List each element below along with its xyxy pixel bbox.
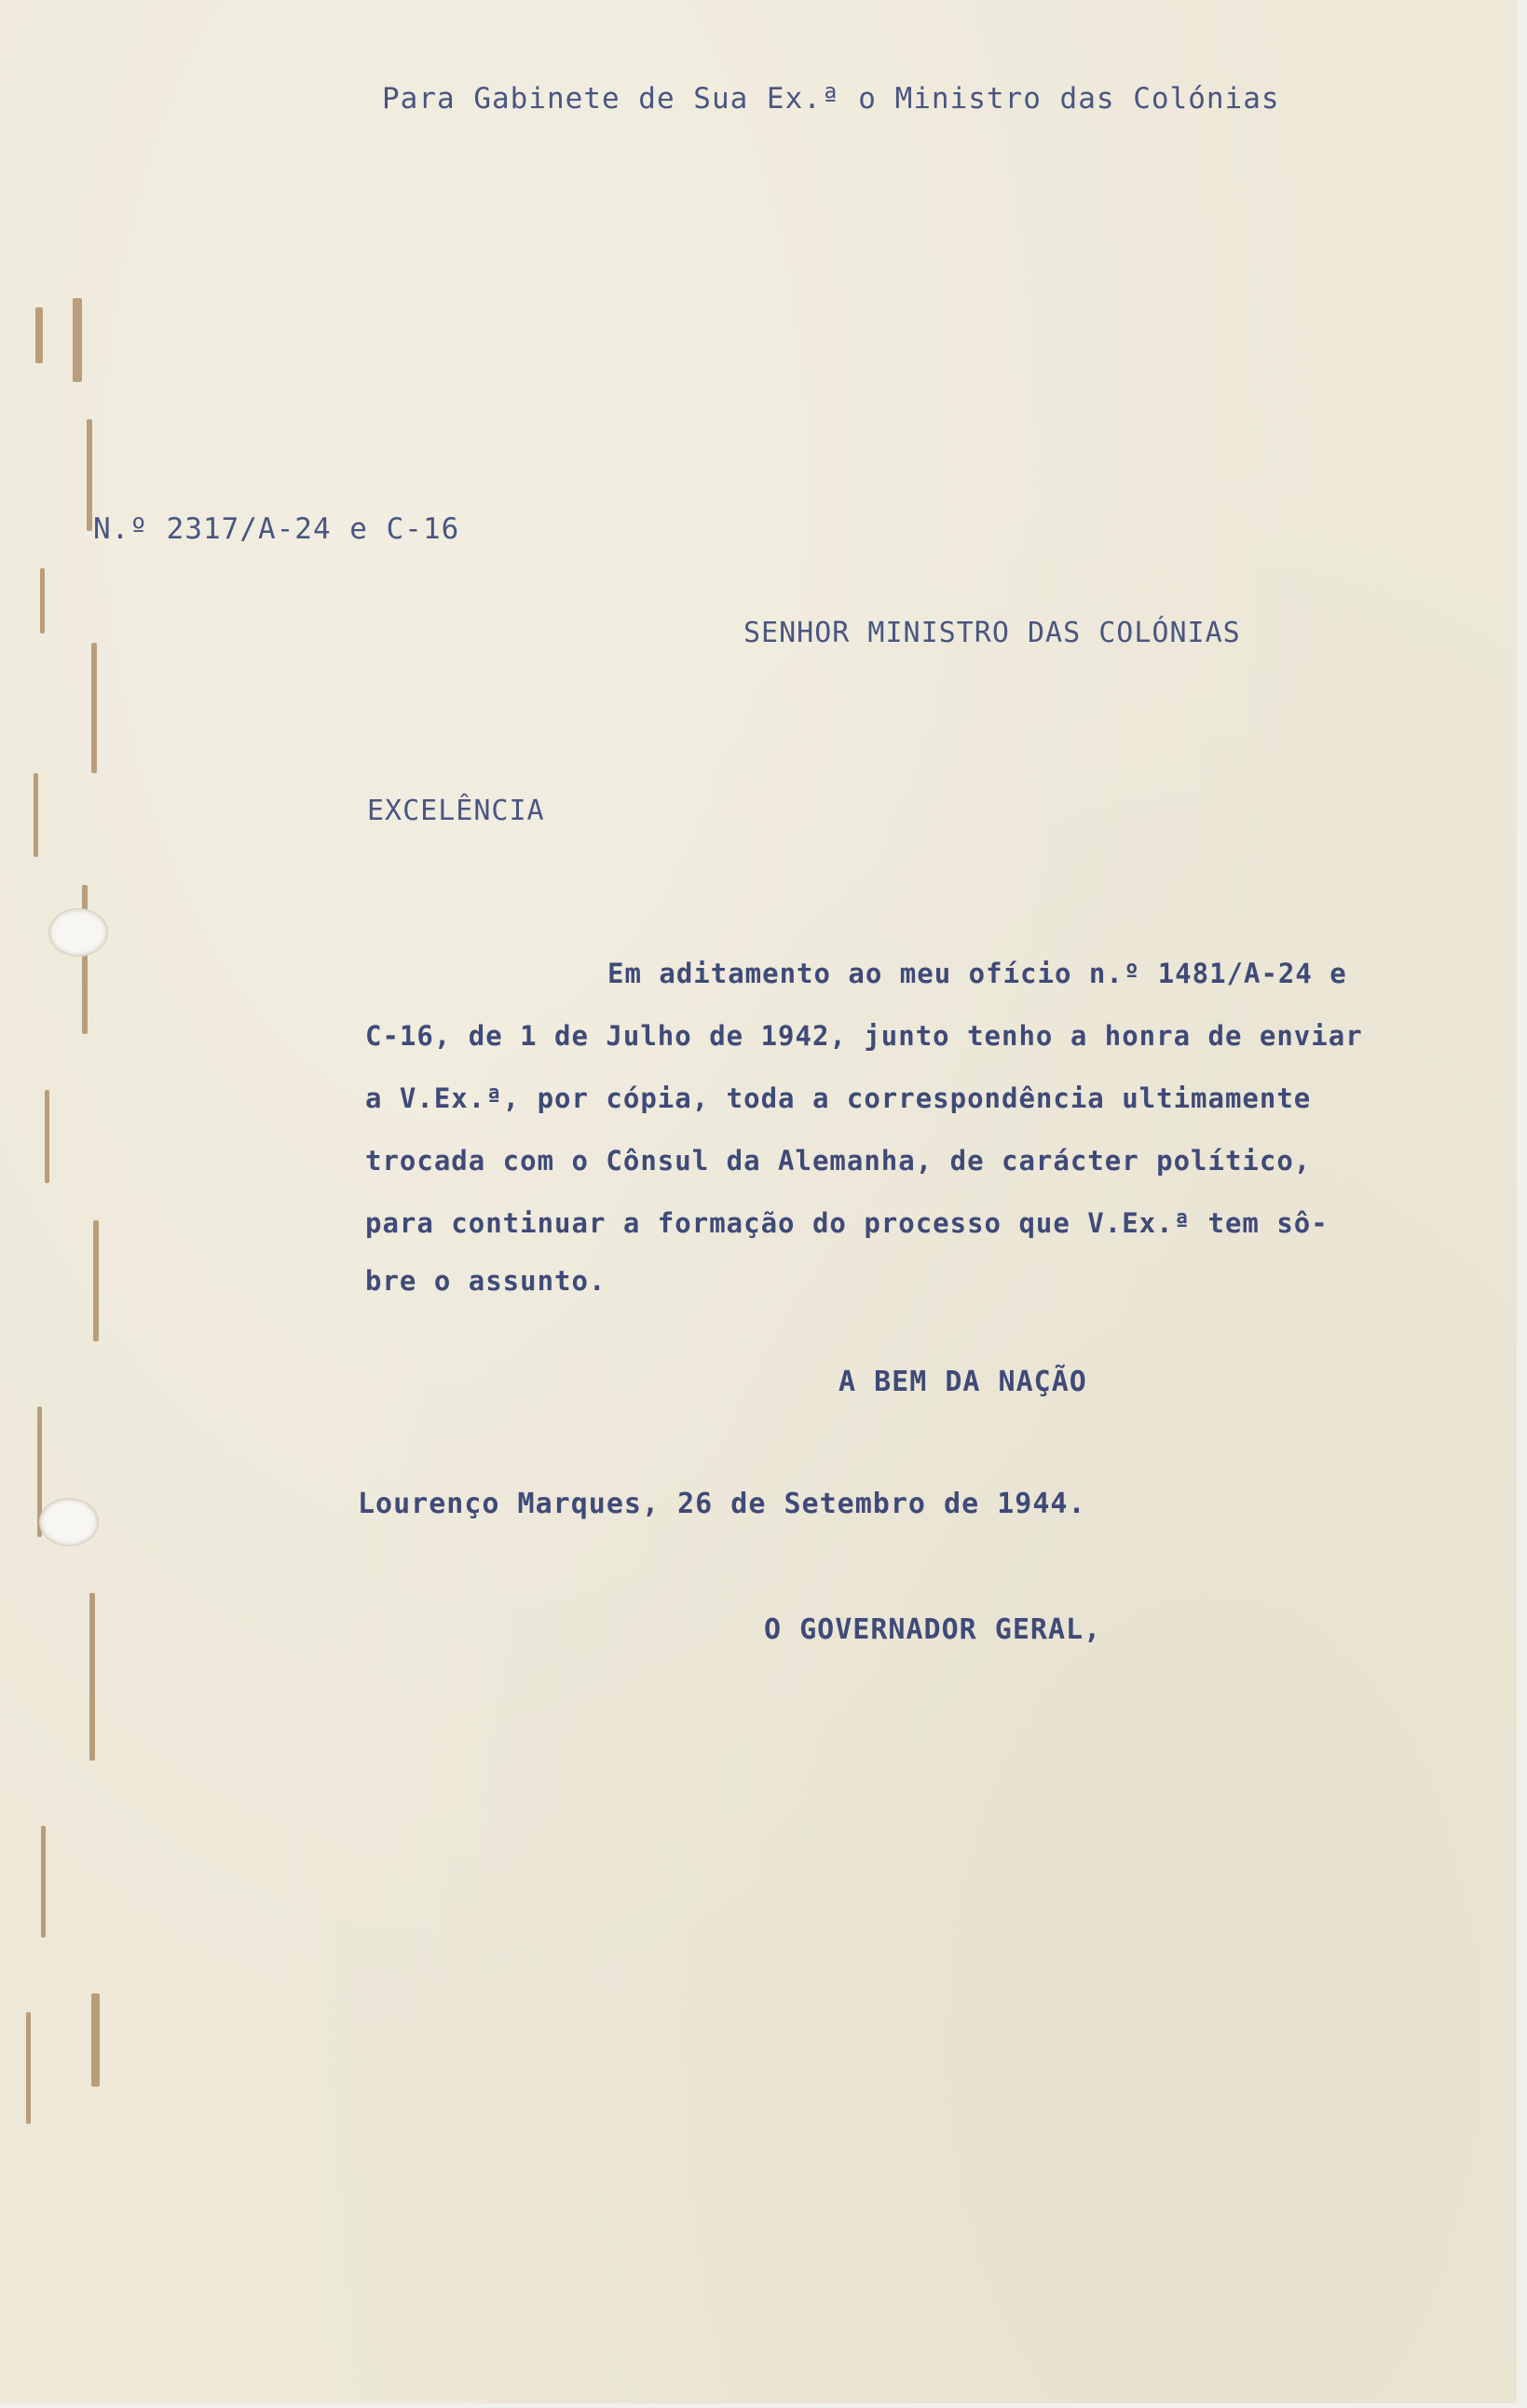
reference-number: N.º 2317/A-24 e C-16 xyxy=(93,512,460,546)
body-line: bre o assunto. xyxy=(365,1265,607,1297)
place-date: Lourenço Marques, 26 de Setembro de 1944. xyxy=(358,1488,1086,1520)
punch-hole-top xyxy=(48,908,108,957)
body-line: para continuar a formação do processo que V.Ex.ª tem sô- xyxy=(365,1207,1329,1239)
body-line: a V.Ex.ª, por cópia, toda a correspondência ultimamente xyxy=(365,1082,1312,1114)
signatory: O GOVERNADOR GERAL, xyxy=(764,1613,1102,1646)
binding-edge xyxy=(17,289,119,2143)
closing-motto: A BEM DA NAÇÃO xyxy=(838,1366,1087,1398)
body-line: C-16, de 1 de Julho de 1942, junto tenho a honra de enviar xyxy=(365,1020,1363,1052)
body-line: trocada com o Cônsul da Alemanha, de carácter político, xyxy=(365,1145,1312,1177)
routing-note: Para Gabinete de Sua Ex.ª o Ministro das Colónias xyxy=(382,82,1280,116)
salutation: EXCELÊNCIA xyxy=(367,795,545,827)
addressee: SENHOR MINISTRO DAS COLÓNIAS xyxy=(743,617,1241,649)
punch-hole-bottom xyxy=(39,1498,99,1546)
body-line: Em aditamento ao meu ofício n.º 1481/A-24 e xyxy=(607,958,1347,989)
